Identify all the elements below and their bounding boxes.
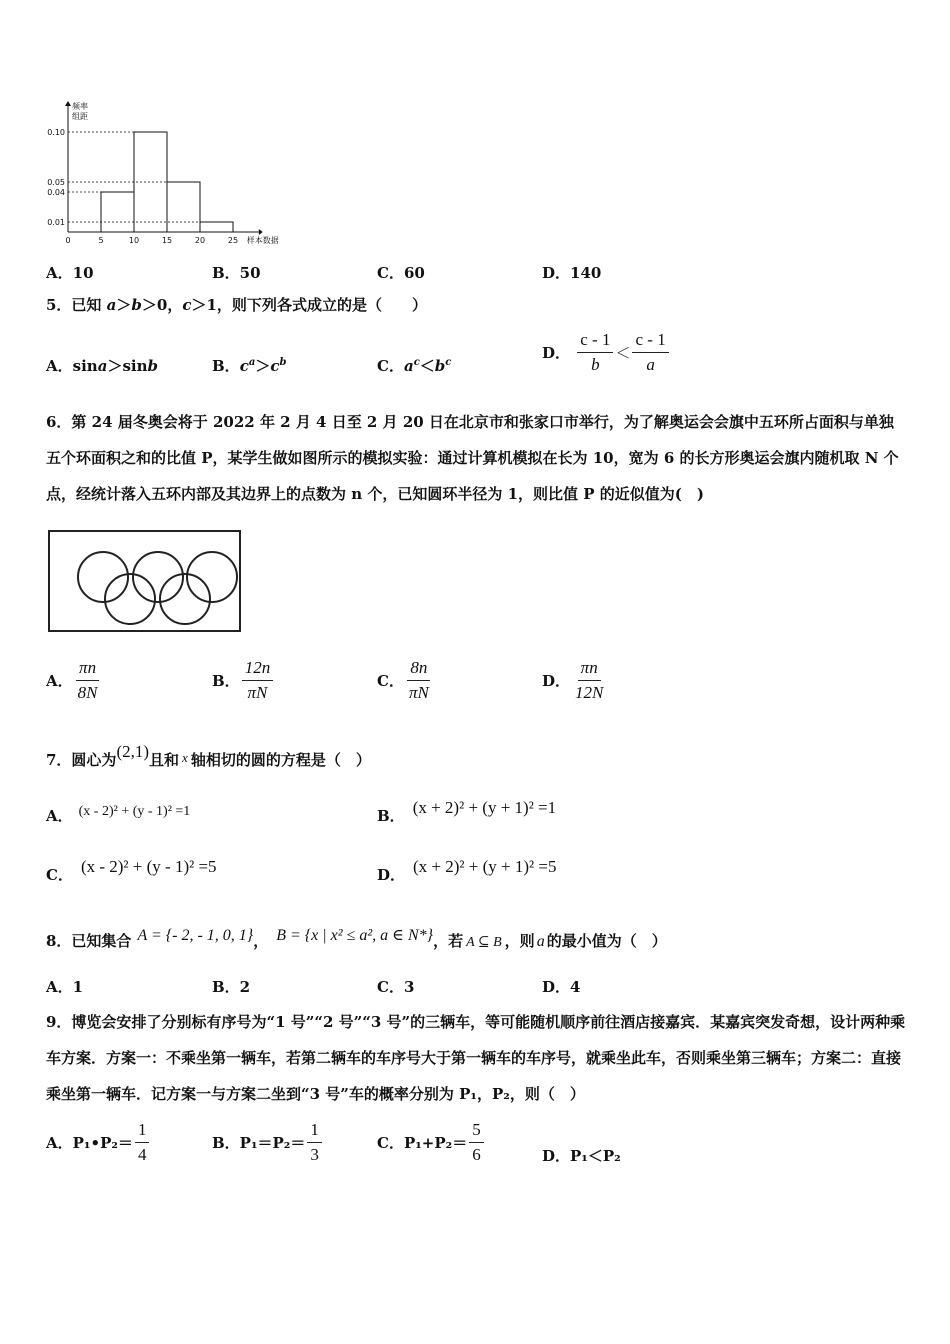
q4-option-a[interactable]: A．10 (46, 264, 94, 282)
x-tick-label: 25 (227, 236, 239, 245)
q4-option-c[interactable]: C．60 (377, 264, 425, 282)
x-tick-label: 20 (194, 236, 206, 245)
q7-stem: 7．圆心为(2,1)且和 x 轴相切的圆的方程是（ ） (46, 742, 371, 769)
histogram-bar (167, 182, 200, 232)
q7-option-a[interactable]: A． (x - 2)² + (y - 1)² =1 (46, 804, 191, 825)
q8-option-a[interactable]: A．1 (46, 978, 84, 996)
y-axis-label: 频率 (72, 102, 88, 111)
q6-option-c[interactable]: C． $\frac{8n}{\pi N}$ (377, 658, 429, 702)
q4-option-d[interactable]: D．140 (542, 264, 602, 282)
y-tick-label: 0.10 (47, 128, 65, 137)
q7-option-d[interactable]: D． (x + 2)² + (y + 1)² =5 (377, 857, 557, 884)
q8-option-b[interactable]: B．2 (212, 978, 251, 996)
q5-option-a[interactable]: A．sina＞sinb (46, 357, 159, 375)
q8-stem: 8．已知集合 A = {- 2, - 1, 0, 1}， B = {x | x² ≤ a², a ∈ N*}，若 A ⊆ B ，则 a 的最小值为（ ） (46, 927, 667, 950)
q9-option-c[interactable]: C．P₁+P₂＝ $\frac{5}{6}$ (377, 1120, 486, 1165)
q5-option-c[interactable]: C．$a^c<b^c$ (377, 357, 452, 375)
q9-stem: 9．博览会安排了分别标有序号为“1 号”“2 号”“3 号”的三辆车，等可能随机顺序前往酒店接嘉宾．某嘉宾突发奇想，设计两种乘车方案．方案一：不乘坐第一辆车，若第二辆车的车序号大于第一辆车的车序号，就乘坐此车，否则乘坐第三辆车；方案二：直接乘坐第一辆车．记方案一与方案二坐到“3 号”车的概率分别为 P₁，P₂，则（ ） (46, 1013, 906, 1103)
q5-option-b[interactable]: B．$c^a>c^b$ (212, 357, 287, 375)
histogram-bar (200, 222, 233, 232)
ring (78, 552, 128, 602)
q6-option-d[interactable]: D． $\frac{\pi n}{12N}$ (542, 658, 604, 702)
histogram-bar (134, 132, 167, 232)
x-tick-label: 15 (161, 236, 173, 245)
x-axis-arrow (259, 229, 263, 235)
q9-option-a[interactable]: A．P₁•P₂＝ $\frac{1}{4}$ (46, 1120, 151, 1165)
q5-stem: 5．已知 a＞b＞0，c＞1，则下列各式成立的是（ ） (46, 296, 427, 314)
x-tick-label: 5 (98, 236, 104, 245)
q4-option-b[interactable]: B．50 (212, 264, 261, 282)
q9-option-d[interactable]: D．P₁＜P₂ (542, 1147, 621, 1165)
ring (160, 574, 210, 624)
histogram-bar (101, 192, 134, 232)
x-axis-label: 样本数据 (246, 236, 279, 245)
olympic-rings-figure (46, 528, 244, 636)
q8-option-c[interactable]: C．3 (377, 978, 415, 996)
q9-option-b[interactable]: B．P₁＝P₂＝ $\frac{1}{3}$ (212, 1120, 324, 1165)
y-tick-label: 0.05 (47, 178, 65, 187)
q7-option-c[interactable]: C． (x - 2)² + (y - 1)² =5 (46, 857, 217, 884)
y-tick-label: 0.04 (47, 188, 65, 197)
q6-stem: 6．第 24 届冬奥会将于 2022 年 2 月 4 日至 2 月 20 日在北京市和张家口市举行，为了解奥运会会旗中五环所占面积与单独五个环面积之和的比值 P，某学生做如图所示的模拟实验：通过计算机模拟在长为 10，宽为 6 的长方形奥运会旗内随机取 N 个点，经统计落入五环内部及其边界上的点数为 n 个，已知圆环半径为 1，则比值 P 的近似值为( ) (46, 413, 899, 503)
x-tick-label: 10 (128, 236, 140, 245)
q7-option-b[interactable]: B． (x + 2)² + (y + 1)² =1 (377, 798, 557, 825)
q5-option-d[interactable]: D． $\frac{c - 1}{b}$ ＜ $\frac{c - 1}{a}$ (542, 330, 671, 375)
ring (187, 552, 237, 602)
x-tick-label: 0 (65, 236, 71, 245)
y-axis-arrow (65, 101, 71, 106)
q6-option-a[interactable]: A． $\frac{\pi n}{8N}$ (46, 658, 98, 702)
y-tick-label: 0.01 (47, 218, 65, 227)
y-axis-label: 组距 (72, 112, 88, 121)
q6-option-b[interactable]: B． $\frac{12n}{\pi N}$ (212, 658, 275, 703)
frequency-histogram (40, 100, 300, 250)
q8-option-d[interactable]: D．4 (542, 978, 581, 996)
